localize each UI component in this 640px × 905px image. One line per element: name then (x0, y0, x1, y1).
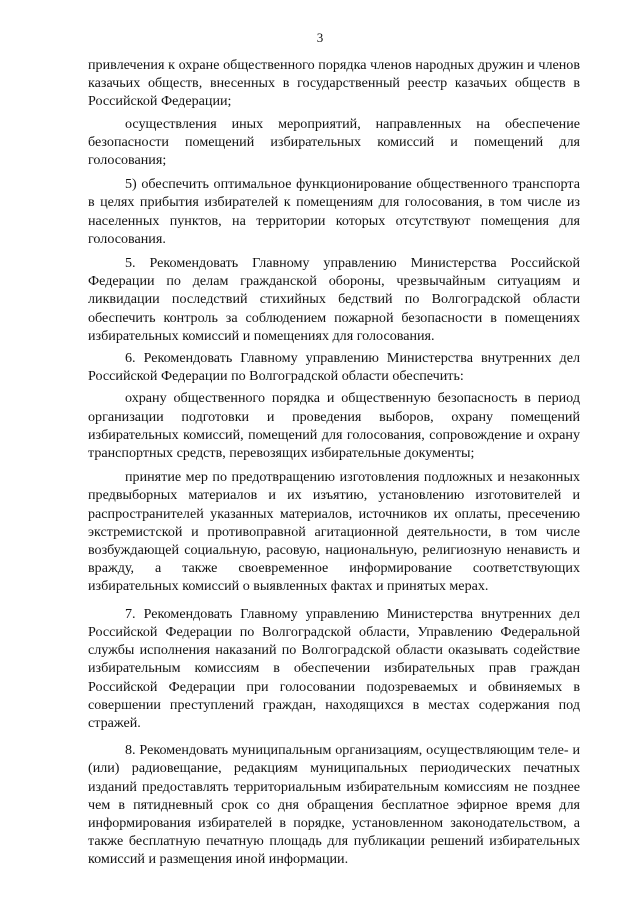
paragraph-continuation-druzhiny: привлечения к охране общественного порядка членов народных дружин и членов казачьих обществ, внесенных в государственный реестр казачьих обществ в Российской Федерации; (88, 57, 580, 110)
paragraph-item-6-police: 6. Рекомендовать Главному управлению Министерства внутренних дел Российской Федерации по Волгоградской области обеспечить: (88, 350, 580, 385)
paragraph-item-8-media: 8. Рекомендовать муниципальным организациям, осуществляющим теле- и (или) радиовещание, редакциям муниципальных периодических печатных изданий предоставлять территориальным избирательным комиссиям не позднее чем в пятидневный срок со дня обращения бесплатное эфирное время для информирования избирателей в порядке, установленном законодательством, а также бесплатную печатную площадь для публикации решений избирательных комиссий и размещения иной информации. (88, 742, 580, 868)
page-number: 3 (316, 30, 324, 45)
paragraph-public-order: охрану общественного порядка и общественную безопасность в период организации подготовки и проведения выборов, охрану помещений избирательных комиссий, помещений для голосования, сопровождение и охрану транспортных средств, перевозящих избирательные документы; (88, 390, 580, 462)
paragraph-item-7-detainees: 7. Рекомендовать Главному управлению Министерства внутренних дел Российской Федерации по Волгоградской области, Управлению Федеральной службы исполнения наказаний по Волгоградской области оказывать содействие избирательным комиссиям в обеспечении избирательных прав граждан Российской Федерации при голосовании подозреваемых и обвиняемых в совершении преступлений граждан, находящихся в местах содержания под стражей. (88, 605, 580, 731)
paragraph-item-5-fire-safety: 5. Рекомендовать Главному управлению Министерства Российской Федерации по делам гражданской обороны, чрезвычайным ситуациям и ликвидации последствий стихийных бедствий по Волгоградской области обеспечить контроль за соблюдением пожарной безопасности в помещениях избирательных комиссий и помещениях для голосования. (88, 255, 580, 344)
document-body (88, 56, 580, 869)
paragraph-other-measures: осуществления иных мероприятий, направленных на обеспечение безопасности помещений избирательных комиссий и помещений для голосования; (88, 115, 580, 169)
paragraph-transport: 5) обеспечить оптимальное функционирование общественного транспорта в целях прибытия избирателей к помещениям для голосования, в том числе из населенных пунктов, на территории которых отсутствуют помещения для голосования. (88, 176, 580, 247)
paragraph-illegal-materials: принятие мер по предотвращению изготовления подложных и незаконных предвыборных материалов и их изъятию, установлению изготовителей и распространителей указанных материалов, источников их оплаты, пресечению экстремистской и противоправной агитационной деятельности, в том числе возбуждающей социальную, расовую, национальную, религиозную ненависть и вражду, а также своевременное информирование соответствующих избирательных комиссий о выявленных фактах и принятых мерах. (88, 469, 580, 595)
